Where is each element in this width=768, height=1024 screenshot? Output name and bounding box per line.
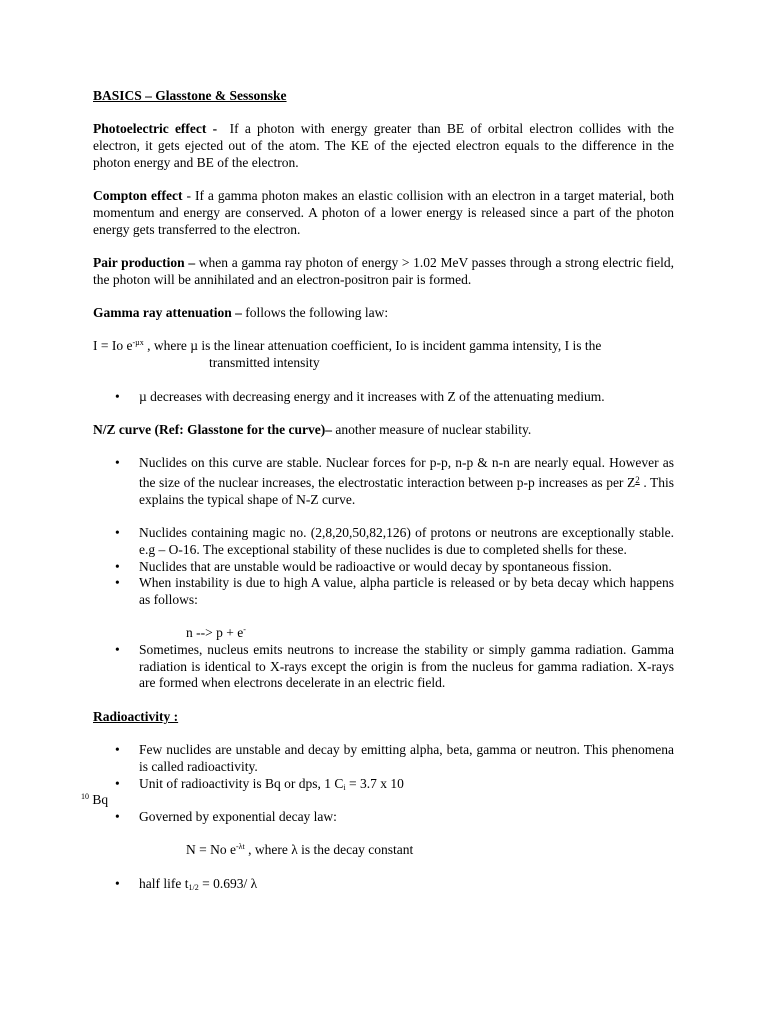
radio-unit-exponent: 10 <box>81 792 89 802</box>
beta-decay-equation <box>93 625 674 642</box>
bullet-icon: • <box>115 642 120 658</box>
pair-production-term: Pair production – <box>93 254 196 270</box>
decay-law-exponent: -λt <box>235 842 245 852</box>
decay-law-equation <box>93 842 674 859</box>
decay-law-rest: , where λ is the decay constant <box>248 842 414 858</box>
compton-term: Compton effect <box>93 188 183 204</box>
bullet-icon: • <box>115 525 120 541</box>
decay-law-prefix: N = No e <box>186 842 236 858</box>
bullet-icon: • <box>115 455 120 471</box>
pair-production-text: when a gamma ray photon of energy > 1.02 MeV passes through a strong electric field, the photon will be annihilated and an electron-positron pair is formed. <box>93 254 675 287</box>
document-page <box>81 88 675 893</box>
radio-bullet-3-text: Governed by exponential decay law: <box>139 809 337 825</box>
photoelectric-term: Photoelectric effect - <box>93 121 218 137</box>
attenuation-law-continuation: transmitted intensity <box>209 355 320 371</box>
radioactivity-heading: Radioactivity : <box>93 708 179 724</box>
nz-bullet-4-text: When instability is due to high A value, alpha particle is released or by beta decay which happens as follows: <box>139 575 674 607</box>
half-life-text: half life t <box>139 875 189 891</box>
bullet-icon: • <box>115 388 120 404</box>
attenuation-text: follows the following law: <box>245 305 389 321</box>
attenuation-law-rest: , where µ is the linear attenuation coefficient, Io is incident gamma intensity, I is the <box>147 338 602 354</box>
list-item <box>93 559 674 576</box>
radio-bullet-2-text: Unit of radioactivity is Bq or dps, 1 C <box>139 775 344 791</box>
list-item <box>93 455 674 508</box>
list-item <box>93 876 674 893</box>
half-life-subscript: 1/2 <box>188 882 199 892</box>
attenuation-bullet-text: µ decreases with decreasing energy and it increases with Z of the attenuating medium. <box>139 388 605 404</box>
attenuation-law <box>93 338 674 355</box>
list-item <box>93 776 674 793</box>
nz-bullet-1-exponent: 2 <box>635 475 640 486</box>
radio-unit-line <box>81 792 674 809</box>
attenuation-paragraph <box>93 305 674 322</box>
compton-paragraph <box>93 188 674 238</box>
nz-term: N/Z curve (Ref: Glasstone for the curve)– <box>93 421 332 437</box>
radio-bullet-1-text: Few nuclides are unstable and decay by emitting alpha, beta, gamma or neutron. This phenomena is called radioactivity. <box>139 742 674 774</box>
list-item <box>93 642 674 692</box>
attenuation-law-prefix: I = Io e <box>93 338 133 354</box>
nz-bullet-1-tail: . This explains the typical shape of N-Z curve. <box>139 475 675 507</box>
photoelectric-text: If a photon with energy greater than BE of orbital electron collides with the electron, it gets ejected out of the atom. The KE of the ejected electron equals to the difference in the photon energy and BE of the electron. <box>93 121 675 170</box>
list-item <box>93 575 674 608</box>
beta-decay-equation-text: n --> p + e <box>186 625 244 641</box>
list-item <box>93 742 674 775</box>
attenuation-term: Gamma ray attenuation – <box>93 305 242 321</box>
nz-paragraph <box>93 422 674 439</box>
beta-decay-equation-charge: - <box>243 625 246 635</box>
radio-unit-text: Bq <box>92 792 109 808</box>
attenuation-law-exponent: -µx <box>132 338 144 348</box>
nz-bullet-5-text: Sometimes, nucleus emits neutrons to increase the stability or simply gamma radiation. Gamma radiation is identical to X-rays except the origin is from the nucleus for gamma radiation. X-rays are formed when electrons decelerate in an electric field. <box>139 642 674 691</box>
half-life-tail: = 0.693/ λ <box>202 875 258 891</box>
list-item <box>93 525 674 558</box>
radio-bullet-2-subscript: i <box>343 782 346 792</box>
page-title: BASICS – Glasstone & Sessonske <box>93 88 287 103</box>
nz-bullet-3-text: Nuclides that are unstable would be radioactive or would decay by spontaneous fission. <box>139 558 612 574</box>
list-item <box>93 809 674 826</box>
bullet-icon: • <box>115 558 120 574</box>
bullet-icon: • <box>115 575 120 591</box>
compton-text: - If a gamma photon makes an elastic collision with an electron in a target material, both momentum and energy are conserved. A photon of a lower energy is released since a part of the photon energy gets transferred to the electron. <box>93 188 674 237</box>
bullet-icon: • <box>115 775 120 791</box>
photoelectric-paragraph <box>93 121 674 171</box>
bullet-icon: • <box>115 875 120 891</box>
nz-text: another measure of nuclear stability. <box>335 421 532 437</box>
nz-bullet-1-text: Nuclides on this curve are stable. Nuclear forces for p-p, n-p & n-n are nearly equal. However as the size of the nuclear increases, the electrostatic interaction between p-p increases as per Z <box>139 455 674 491</box>
pair-production-paragraph <box>93 255 674 288</box>
nz-bullet-2-text: Nuclides containing magic no. (2,8,20,50,82,126) of protons or neutrons are exceptionally stable. e.g – O-16. The exceptional stability of these nuclides is due to completed shells for these. <box>139 525 674 557</box>
bullet-icon: • <box>115 809 120 825</box>
list-item <box>93 389 674 406</box>
radio-bullet-2-tail: = 3.7 x 10 <box>348 775 404 791</box>
bullet-icon: • <box>115 742 120 758</box>
